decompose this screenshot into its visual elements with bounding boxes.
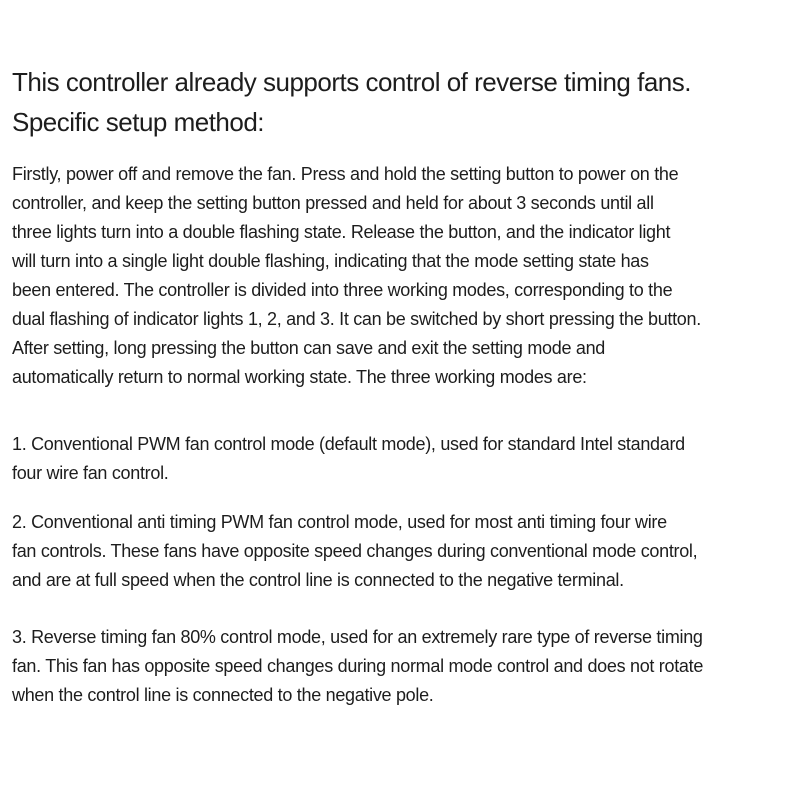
text-line: After setting, long pressing the button can save and exit the setting mode and bbox=[12, 338, 605, 358]
title-line: Specific setup method: bbox=[12, 107, 265, 137]
text-line: when the control line is connected to the negative pole. bbox=[12, 685, 434, 705]
text-line: controller, and keep the setting button pressed and held for about 3 seconds until all bbox=[12, 193, 654, 213]
mode-item-1 bbox=[12, 430, 792, 488]
text-line: four wire fan control. bbox=[12, 463, 169, 483]
text-line: three lights turn into a double flashing state. Release the button, and the indicator light bbox=[12, 222, 671, 242]
text-line: been entered. The controller is divided into three working modes, corresponding to the bbox=[12, 280, 673, 300]
mode-item-2 bbox=[12, 508, 792, 595]
text-line: fan controls. These fans have opposite speed changes during conventional mode control, bbox=[12, 541, 698, 561]
text-line: and are at full speed when the control line is connected to the negative terminal. bbox=[12, 570, 624, 590]
text-line: 2. Conventional anti timing PWM fan control mode, used for most anti timing four wire bbox=[12, 512, 667, 532]
title-line: This controller already supports control of reverse timing fans. bbox=[12, 67, 691, 97]
intro-paragraph bbox=[12, 160, 792, 392]
text-line: Firstly, power off and remove the fan. Press and hold the setting button to power on the bbox=[12, 164, 679, 184]
text-line: 3. Reverse timing fan 80% control mode, used for an extremely rare type of reverse timing bbox=[12, 627, 703, 647]
text-line: fan. This fan has opposite speed changes during normal mode control and does not rotate bbox=[12, 656, 704, 676]
text-line: will turn into a single light double flashing, indicating that the mode setting state has bbox=[12, 251, 649, 271]
page-title bbox=[12, 62, 792, 142]
text-line: dual flashing of indicator lights 1, 2, and 3. It can be switched by short pressing the button. bbox=[12, 309, 701, 329]
mode-item-3 bbox=[12, 623, 792, 710]
text-line: automatically return to normal working state. The three working modes are: bbox=[12, 367, 587, 387]
text-line: 1. Conventional PWM fan control mode (default mode), used for standard Intel standard bbox=[12, 434, 685, 454]
